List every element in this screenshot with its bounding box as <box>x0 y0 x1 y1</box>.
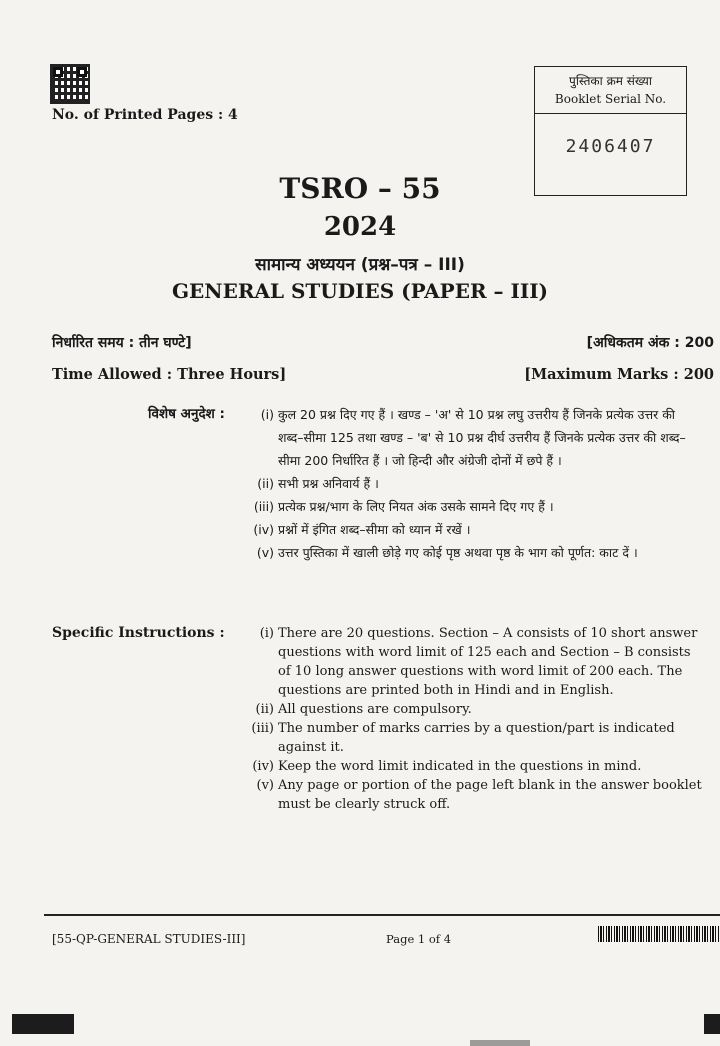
item-number: (i) <box>260 407 274 422</box>
scan-mark-right <box>704 1014 720 1034</box>
list-item <box>240 541 702 564</box>
list-item <box>240 719 705 757</box>
item-number: (v) <box>256 545 274 560</box>
footer-paper-code: [55-QP-GENERAL STUDIES-III] <box>52 932 246 946</box>
time-allowed-hindi: निर्धारित समय : तीन घण्टे] <box>52 335 192 351</box>
english-instructions-list <box>240 624 705 814</box>
item-text: प्रश्नों में इंगित शब्द–सीमा को ध्यान में रखें । <box>278 522 471 537</box>
paper-title-hindi: सामान्य अध्ययन (प्रश्न–पत्र – III) <box>255 255 465 275</box>
item-text: There are 20 questions. Section – A consists of 10 short answer questions with word limit of 125 each and Section – B consists of 10 long answer questions with word limit of 200 each. The questions are printed both in Hindi and in English. <box>278 626 698 698</box>
footer-divider <box>44 914 720 916</box>
paper-title-english: GENERAL STUDIES (PAPER – III) <box>171 279 549 303</box>
item-number: (iii) <box>253 499 274 514</box>
printed-pages: No. of Printed Pages : 4 <box>52 107 238 123</box>
list-item <box>240 624 705 700</box>
list-item <box>240 403 702 472</box>
serial-number: 2406407 <box>565 136 656 157</box>
time-allowed-english: Time Allowed : Three Hours] <box>52 366 287 383</box>
item-text: उत्तर पुस्तिका में खाली छोड़े गए कोई पृष्ठ अथवा पृष्ठ के भाग को पूर्णत: काट दें । <box>278 545 638 560</box>
barcode-icon <box>598 926 720 942</box>
item-text: सभी प्रश्न अनिवार्य हैं । <box>278 476 379 491</box>
item-text: All questions are compulsory. <box>278 702 472 717</box>
item-text: कुल 20 प्रश्न दिए गए हैं । खण्ड – 'अ' से 10 प्रश्न लघु उत्तरीय हैं जिनके प्रत्येक उत्तर की शब्द–सीमा 125 तथा खण्ड – 'ब' से 10 प्रश्न दीर्घ उत्तरीय हैं जिनके प्रत्येक उत्तर की शब्द–सीमा 200 निर्धारित हैं । जो हिन्दी और अंग्रेजी दोनों में छपे हैं । <box>278 407 686 468</box>
paper-code: TSRO – 55 <box>279 172 441 205</box>
english-instructions-label: Specific Instructions : <box>52 625 225 641</box>
hindi-instructions-list <box>240 403 702 564</box>
page-number: Page 1 of 4 <box>386 932 452 946</box>
item-number: (ii) <box>255 702 274 717</box>
item-number: (iv) <box>253 522 274 537</box>
item-number: (v) <box>256 778 274 793</box>
list-item <box>240 518 702 541</box>
list-item <box>240 757 705 776</box>
serial-header <box>535 67 686 114</box>
scan-smudge <box>470 1040 530 1046</box>
paper-year: 2024 <box>323 212 397 242</box>
item-number: (ii) <box>257 476 274 491</box>
item-text: Keep the word limit indicated in the questions in mind. <box>278 759 642 774</box>
max-marks-hindi: [अधिकतम अंक : 200 <box>586 335 714 351</box>
item-number: (iv) <box>252 759 274 774</box>
list-item <box>240 472 702 495</box>
scan-mark-left <box>12 1014 74 1034</box>
item-text: प्रत्येक प्रश्न/भाग के लिए नियत अंक उसके सामने दिए गए हैं । <box>278 499 554 514</box>
hindi-instructions-label: विशेष अनुदेश : <box>148 406 225 422</box>
list-item <box>240 700 705 719</box>
qr-code-icon <box>50 64 90 104</box>
serial-label-english: Booklet Serial No. <box>554 92 667 106</box>
item-number: (i) <box>259 626 274 641</box>
serial-label-hindi: पुस्तिका क्रम संख्या <box>569 74 652 88</box>
max-marks-english: [Maximum Marks : 200 <box>524 366 714 383</box>
item-text: The number of marks carries by a question/part is indicated against it. <box>278 721 675 755</box>
list-item <box>240 776 705 814</box>
list-item <box>240 495 702 518</box>
item-text: Any page or portion of the page left blank in the answer booklet must be clearly struck off. <box>278 778 702 812</box>
item-number: (iii) <box>251 721 274 736</box>
